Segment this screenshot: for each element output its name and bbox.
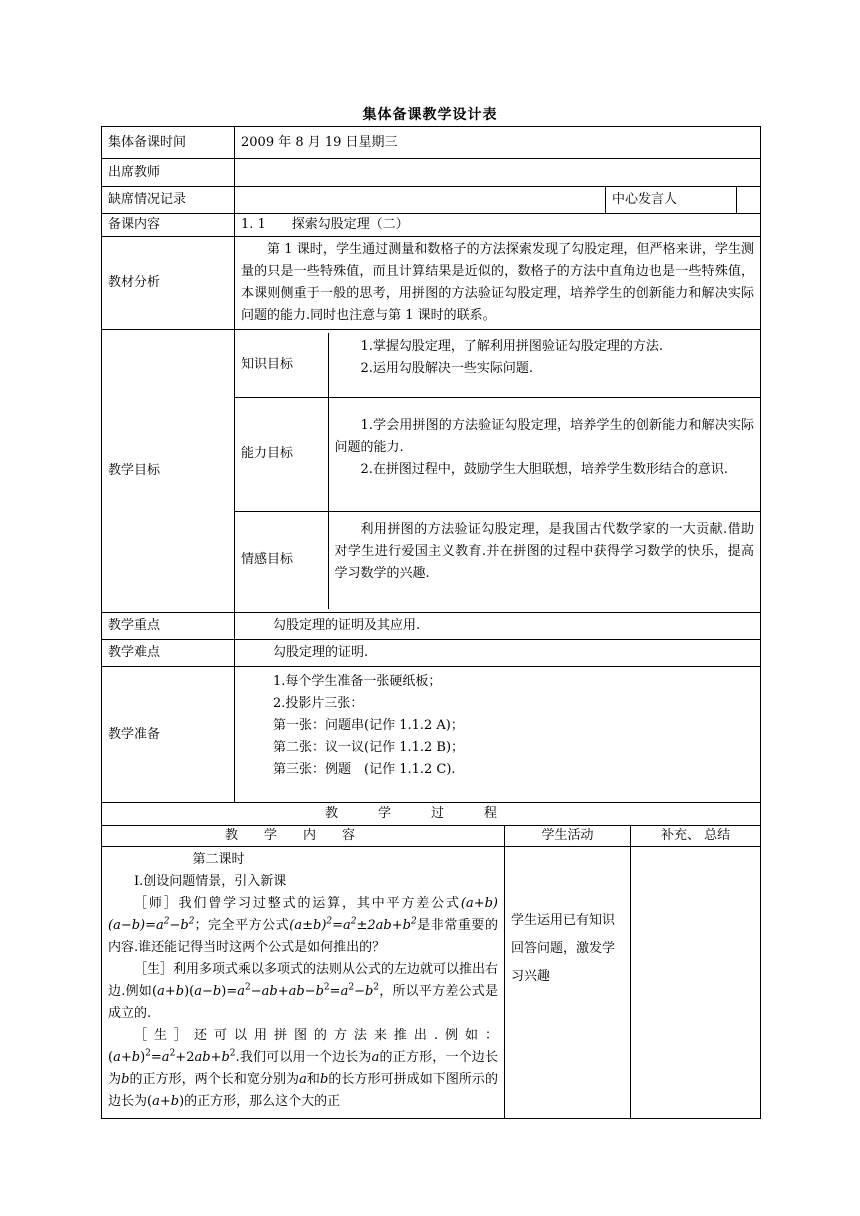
speaker-label: 中心发言人 bbox=[606, 187, 737, 213]
process-header: 教学过程 bbox=[102, 803, 761, 826]
formula-square-difference: $(a+b)(a-b)=a^2-b^2$ bbox=[108, 896, 498, 933]
teachers-value bbox=[235, 159, 761, 187]
row-difficulty bbox=[102, 640, 761, 667]
col-summary-header: 补充、 总结 bbox=[631, 826, 761, 847]
row-time bbox=[102, 127, 761, 159]
difficulty-value: 勾股定理的证明. bbox=[235, 640, 761, 667]
row-analysis bbox=[102, 237, 761, 330]
paragraph-student-1: ［生］利用多项式乘以多项式的法则从公式的左边就可以推出右边.例如$(a+b)(a-b)=a^2-ab+ab-b^2=a^2-b^2$，所以平方差公式是成立的. bbox=[108, 962, 499, 1021]
content-value: 1. 1 探索勾股定理（二） bbox=[235, 214, 761, 237]
emotion-row bbox=[235, 511, 760, 609]
analysis-label: 教材分析 bbox=[102, 237, 235, 330]
row-absence bbox=[102, 187, 761, 214]
goals-subtable bbox=[235, 333, 760, 609]
row-prep bbox=[102, 667, 761, 803]
col-content-header: 教学内容 bbox=[102, 826, 505, 847]
ability-item-2: 2.在拼图过程中，鼓励学生大胆联想，培养学生数形结合的意识. bbox=[360, 462, 729, 477]
knowledge-label: 知识目标 bbox=[235, 333, 328, 397]
difficulty-label: 教学难点 bbox=[102, 640, 235, 667]
absence-value bbox=[235, 187, 606, 214]
col-activity-header: 学生活动 bbox=[505, 826, 631, 847]
formula-full-square: $(a\pm b)^2=a^2\pm 2ab+b^2$ bbox=[289, 916, 417, 933]
absence-label: 缺席情况记录 bbox=[102, 187, 235, 214]
prep-label: 教学准备 bbox=[102, 667, 235, 803]
key-value: 勾股定理的证明及其应用. bbox=[235, 613, 761, 640]
row-key bbox=[102, 613, 761, 640]
student-activity: 学生运用已有知识回答问题，激发学习兴趣 bbox=[505, 847, 631, 1119]
page-title: 集体备课教学设计表 bbox=[362, 107, 498, 123]
analysis-value: 第 1 课时，学生通过测量和数格子的方法探索发现了勾股定理，但严格来讲，学生测量的只是一些特殊值，而且计算结果是近似的，数格子的方法中直角边也是一些特殊值，本课则侧重于一般的思考，用拼图的方法验证勾股定理，培养学生的创新能力和解决实际问题的能力.同时也注意与第 1 课时的联系。 bbox=[235, 237, 761, 330]
row-process-body bbox=[102, 847, 761, 1119]
ability-row bbox=[235, 397, 760, 511]
row-process-columns bbox=[102, 826, 761, 847]
ability-label: 能力目标 bbox=[235, 397, 328, 511]
knowledge-item-1: 1.掌握勾股定理，了解利用拼图验证勾股定理的方法. bbox=[360, 338, 664, 354]
row-teachers bbox=[102, 159, 761, 187]
process-content bbox=[102, 847, 505, 1119]
prep-item: 2.投影片三张： bbox=[273, 696, 364, 711]
row-process-header bbox=[102, 803, 761, 826]
prep-item: 第二张：议一议(记作 1.1.2 B)； bbox=[273, 740, 465, 755]
time-label: 集体备课时间 bbox=[102, 127, 235, 159]
paragraph-student-2: ［生］还可以用拼图的方法来推出.例如：$(a+b)^2=a^2+2ab+b^2$.我们可以用一个边长为a的正方形，一个边长为b的正方形，两个长和宽分别为a和b的长方形可拼成如下图所示的边长为(a+b)的正方形，那么这个大的正 bbox=[108, 1028, 498, 1109]
prep-item: 第三张：例题 (记作 1.1.2 C). bbox=[273, 762, 456, 777]
content-label: 备课内容 bbox=[102, 214, 235, 237]
emotion-item-1: 利用拼图的方法验证勾股定理，是我国古代数学家的一大贡献.借助对学生进行爱国主义教育.并在拼图的过程中获得学习数学的快乐，提高学习数学的兴趣. bbox=[334, 522, 755, 582]
knowledge-item-2: 2.运用勾股解决一些实际问题. bbox=[360, 360, 534, 376]
ability-item-1: 1.学会用拼图的方法验证勾股定理，培养学生的创新能力和解决实际问题的能力. bbox=[334, 418, 755, 455]
knowledge-row bbox=[235, 333, 760, 397]
paragraph-teacher: ［师］我们曾学习过整式的运算，其中平方差公式$(a+b)(a-b)=a^2-b^2$；完全平方公式$(a\pm b)^2=a^2\pm 2ab+b^2$是非常重要的内容.谁还能记得当时这两个公式是如何推出的？ bbox=[108, 896, 498, 955]
teachers-label: 出席教师 bbox=[102, 159, 235, 187]
time-value: 2009 年 8 月 19 日星期三 bbox=[235, 127, 761, 159]
lesson-plan-table bbox=[101, 126, 761, 1119]
lesson-label: 第二课时 bbox=[192, 852, 245, 867]
prep-item: 第一张：问题串(记作 1.1.2 A)； bbox=[273, 718, 464, 733]
prep-item: 1.每个学生准备一张硬纸板； bbox=[273, 674, 442, 689]
row-goals bbox=[102, 330, 761, 613]
speaker-value bbox=[737, 187, 761, 213]
section-heading: Ⅰ.创设问题情景，引入新课 bbox=[134, 874, 287, 889]
goals-label: 教学目标 bbox=[102, 330, 235, 613]
summary-cell bbox=[631, 847, 761, 1119]
key-label: 教学重点 bbox=[102, 613, 235, 640]
row-content bbox=[102, 214, 761, 237]
emotion-label: 情感目标 bbox=[235, 511, 328, 609]
